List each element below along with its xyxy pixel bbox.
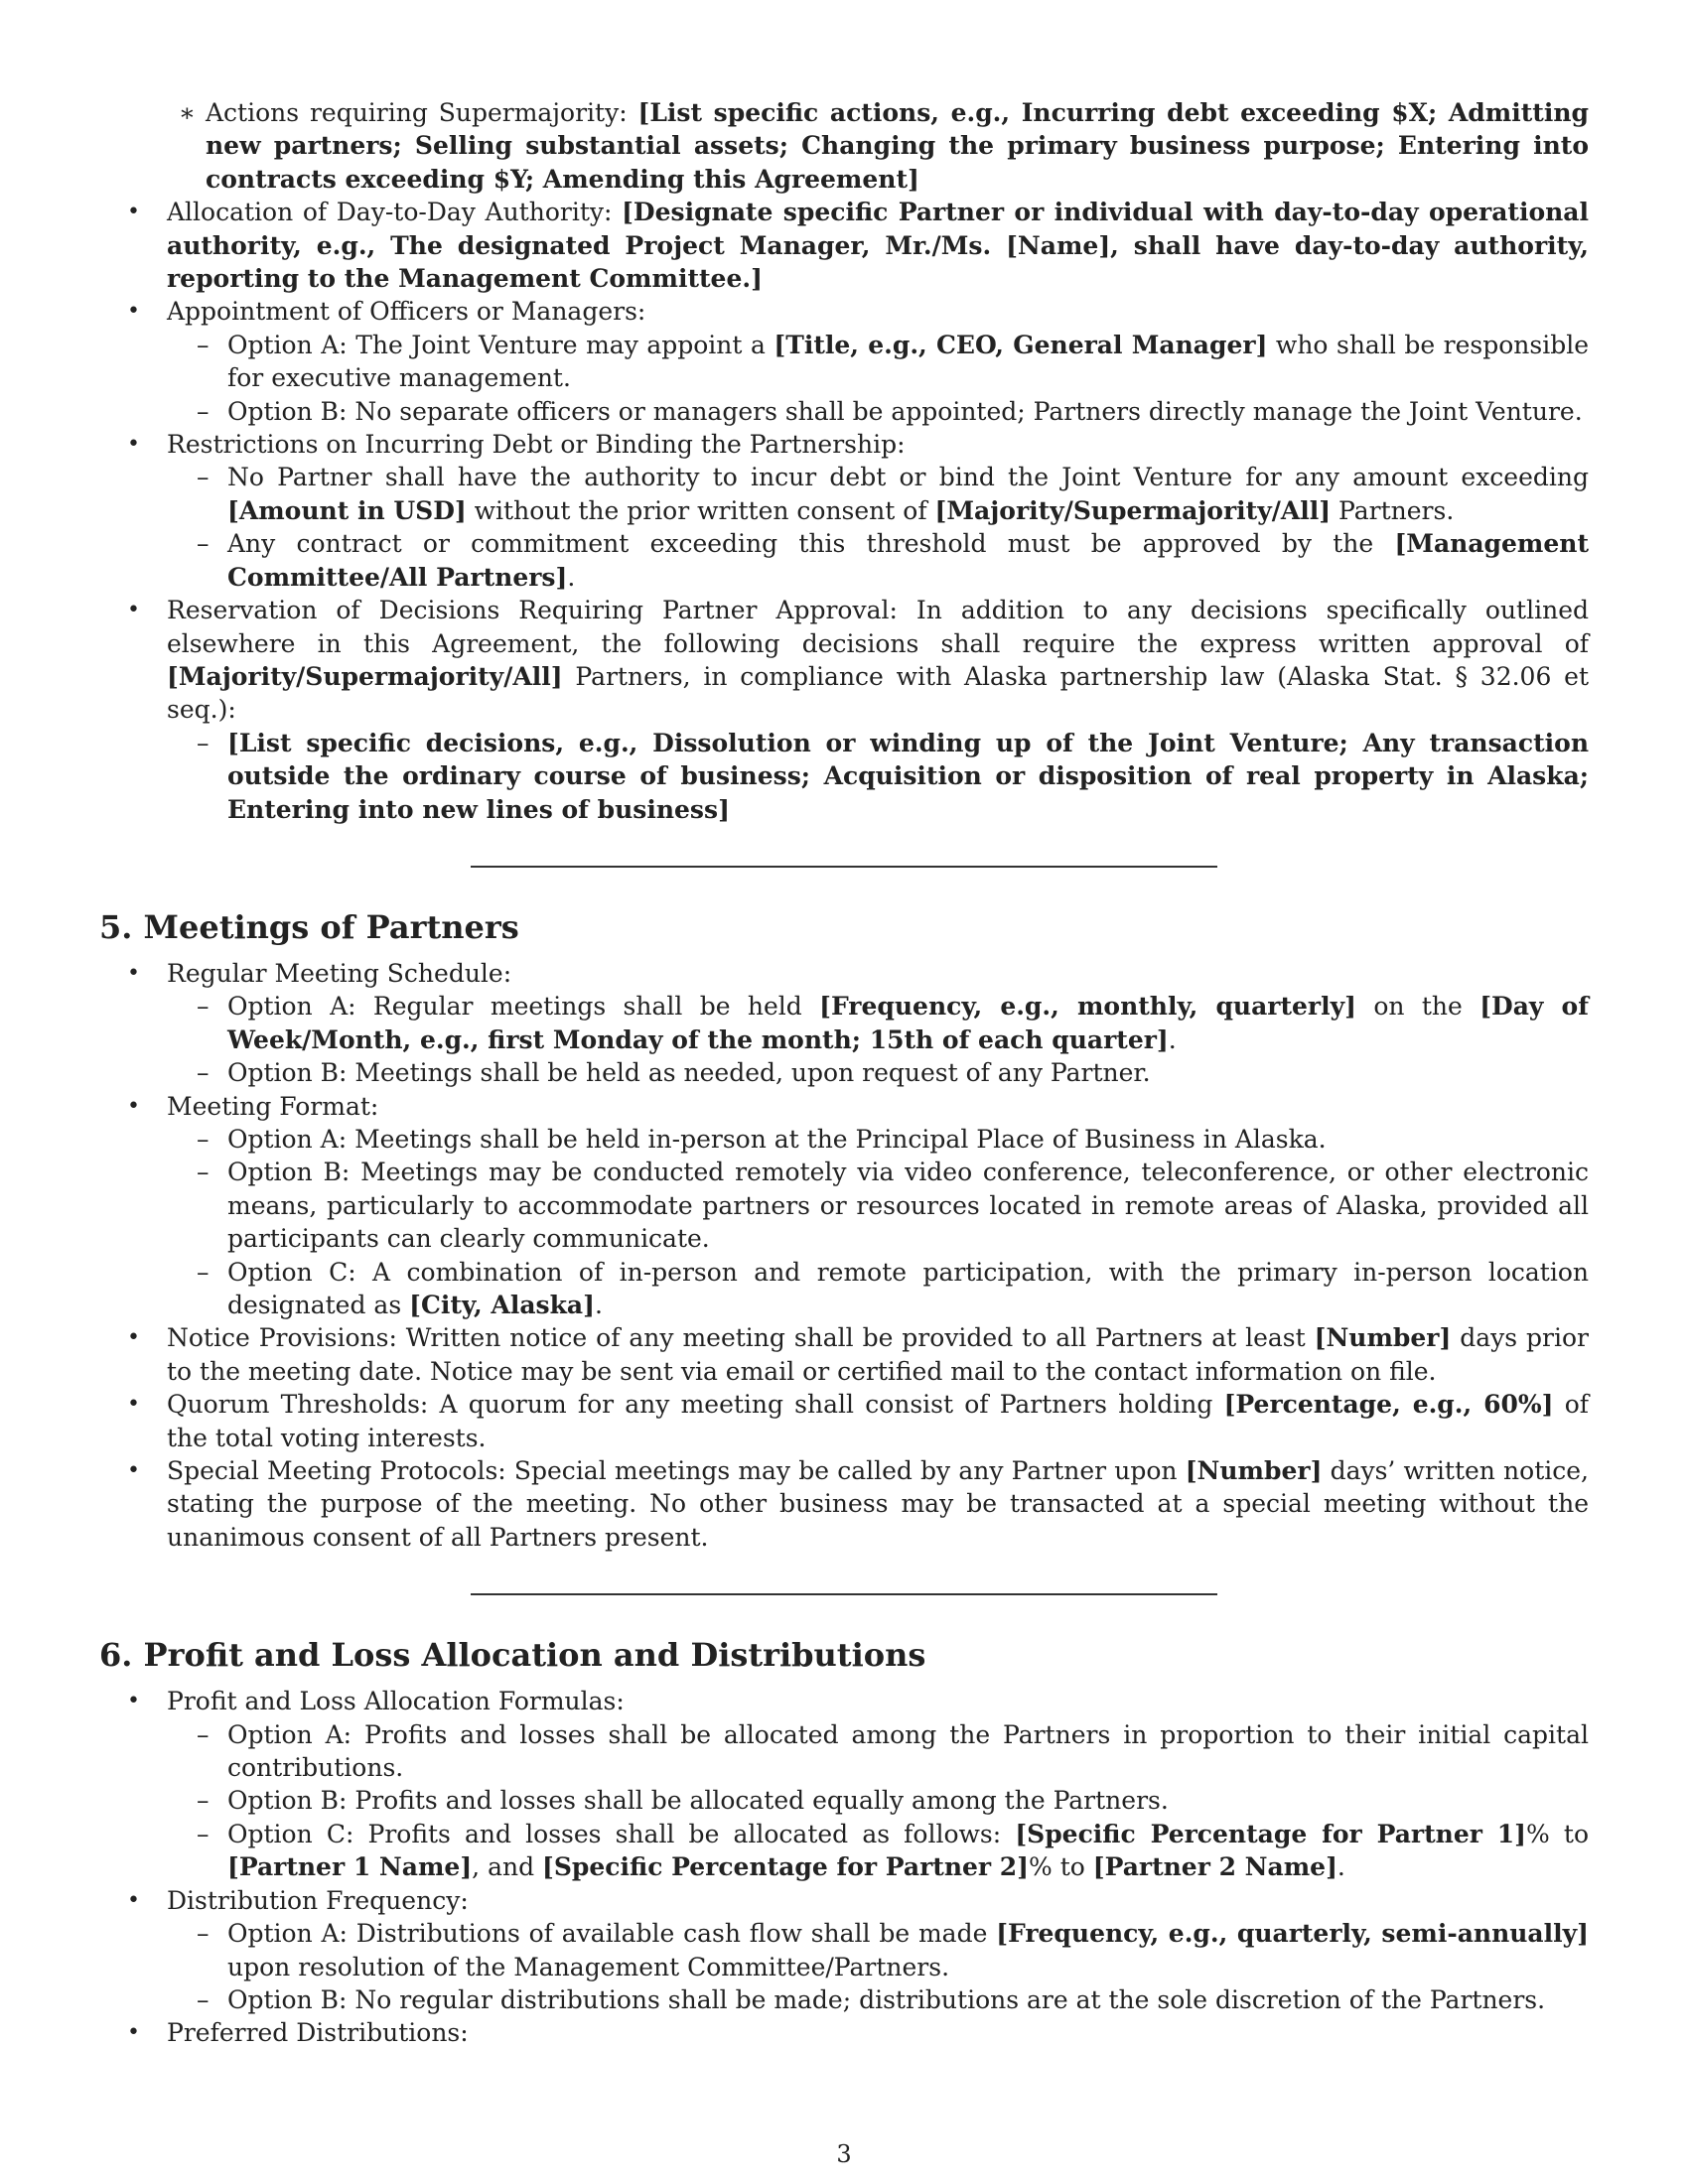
regular-meeting-option-b: – Option B: Meetings shall be held as needed, upon request of any Partner. bbox=[167, 1056, 1589, 1089]
distribution-frequency-options bbox=[167, 1917, 1589, 2016]
regular-meeting-options bbox=[167, 990, 1589, 1089]
day-to-day-authority-item: • Allocation of Day-to-Day Authority: [Designate specific Partner or individual with day-to-day operational authority, e.g., The designated Project Manager, Mr./Ms. [Name], shall have day-to-day authority, reporting to the Management Committee.] bbox=[99, 196, 1589, 295]
meeting-format-option-b: – Option B: Meetings may be conducted remotely via video conference, teleconference, or other electronic means, particularly to accommodate partners or resources located in remote areas of Alaska, provided all participants can clearly communicate. bbox=[167, 1156, 1589, 1255]
allocation-formulas-options bbox=[167, 1718, 1589, 1884]
section-6-heading: 6. Profit and Loss Allocation and Distributions bbox=[99, 1636, 926, 1675]
preferred-distributions-item: • Preferred Distributions: bbox=[99, 2016, 1589, 2049]
supermajority-item: ∗ Actions requiring Supermajority: [List specific actions, e.g., Incurring debt exceeding $X; Admitting new partners; Selling substantial assets; Changing the primary business purpose; Entering into contracts exceeding $Y; Amending this Agreement] bbox=[179, 96, 1589, 196]
reservation-list bbox=[167, 727, 1589, 826]
meeting-format-options bbox=[167, 1123, 1589, 1321]
special-meeting-item: • Special Meeting Protocols: Special meetings may be called by any Partner upon [Number] days’ written notice, stating the purpose of the meeting. No other business may be transacted at a special meeting without the unanimous consent of all Partners present. bbox=[99, 1454, 1589, 1554]
document-page bbox=[99, 96, 1589, 2050]
meeting-format-item: • Meeting Format: – Option A: Meetings shall be held in-person at the Principal Place of Business in Alaska. – Option B: Meetings may be conducted remotely via video conference, teleconference, or other electronic means, particularly to accommodate partners or resources located in remote areas of Alaska, provided all participants can clearly communicate. – Option C: A combination of in-person and remote participation, with the primary in-person location designated as [City, Alaska]. bbox=[99, 1090, 1589, 1322]
distribution-option-a: – Option A: Distributions of available cash flow shall be made [Frequency, e.g., quarterly, semi-annually] upon resolution of the Management Committee/Partners. bbox=[167, 1917, 1589, 1983]
allocation-option-a: – Option A: Profits and losses shall be allocated among the Partners in proportion to their initial capital contributions. bbox=[167, 1718, 1589, 1785]
page-number: 3 bbox=[836, 2140, 852, 2168]
officers-option-b: – Option B: No separate officers or managers shall be appointed; Partners directly manage the Joint Venture. bbox=[167, 395, 1589, 428]
section-5-heading: 5. Meetings of Partners bbox=[99, 907, 519, 946]
regular-meeting-option-a: – Option A: Regular meetings shall be held [Frequency, e.g., monthly, quarterly] on the [Day of Week/Month, e.g., first Monday of the month; 15th of each quarter]. bbox=[167, 990, 1589, 1056]
debt-restriction-2: – Any contract or commitment exceeding this threshold must be approved by the [Management Committee/All Partners]. bbox=[167, 527, 1589, 594]
debt-restrictions-list bbox=[167, 461, 1589, 594]
supermajority-list bbox=[179, 96, 1589, 196]
officers-option-a: – Option A: The Joint Venture may appoint a [Title, e.g., CEO, General Manager] who shall be responsible for executive management. bbox=[167, 329, 1589, 395]
officers-item: • Appointment of Officers or Managers: – Option A: The Joint Venture may appoint a [Title, e.g., CEO, General Manager] who shall be responsible for executive management. – Option B: No separate officers or managers shall be appointed; Partners directly manage the Joint Venture. bbox=[99, 295, 1589, 428]
quorum-item: • Quorum Thresholds: A quorum for any meeting shall consist of Partners holding [Percentage, e.g., 60%] of the total voting interests. bbox=[99, 1388, 1589, 1454]
distribution-option-b: – Option B: No regular distributions shall be made; distributions are at the sole discretion of the Partners. bbox=[167, 1983, 1589, 2016]
allocation-formulas-item: • Profit and Loss Allocation Formulas: – Option A: Profits and losses shall be allocated among the Partners in proportion to their initial capital contributions. – Option B: Profits and losses shall be allocated equally among the Partners. – Option C: Profits and losses shall be allocated as follows: [Specific Percentage for Partner 1]% to [Partner 1 Name], and [Specific Percentage for Partner 2]% to [Partner 2 Name]. bbox=[99, 1685, 1589, 1883]
notice-provisions-item: • Notice Provisions: Written notice of any meeting shall be provided to all Partners at least [Number] days prior to the meeting date. Notice may be sent via email or certified mail to the contact information on file. bbox=[99, 1321, 1589, 1388]
meeting-format-option-a: – Option A: Meetings shall be held in-person at the Principal Place of Business in Alaska. bbox=[167, 1123, 1589, 1156]
meeting-format-option-c: – Option C: A combination of in-person and remote participation, with the primary in-person location designated as [City, Alaska]. bbox=[167, 1256, 1589, 1322]
section-4-list bbox=[99, 196, 1589, 826]
debt-restriction-1: – No Partner shall have the authority to incur debt or bind the Joint Venture for any amount exceeding [Amount in USD] without the prior written consent of [Majority/Supermajority/All] Partners. bbox=[167, 461, 1589, 527]
section-6-list bbox=[99, 1685, 1589, 2049]
allocation-option-c: – Option C: Profits and losses shall be allocated as follows: [Specific Percentage for Partner 1]% to [Partner 1 Name], and [Specific Percentage for Partner 2]% to [Partner 2 Name]. bbox=[167, 1818, 1589, 1884]
section-5-list bbox=[99, 957, 1589, 1554]
allocation-option-b: – Option B: Profits and losses shall be allocated equally among the Partners. bbox=[167, 1784, 1589, 1817]
reservation-decisions: – [List specific decisions, e.g., Dissolution or winding up of the Joint Venture; Any transaction outside the ordinary course of business; Acquisition or disposition of real property in Alaska; Entering into new lines of business] bbox=[167, 727, 1589, 826]
officers-options bbox=[167, 329, 1589, 428]
regular-meeting-item: • Regular Meeting Schedule: – Option A: Regular meetings shall be held [Frequency, e.g., monthly, quarterly] on the [Day of Week/Month, e.g., first Monday of the month; 15th of each quarter]. – Option B: Meetings shall be held as needed, upon request of any Partner. bbox=[99, 957, 1589, 1090]
reservation-item: • Reservation of Decisions Requiring Partner Approval: In addition to any decisions specifically outlined elsewhere in this Agreement, the following decisions shall require the express written approval of [Majority/Supermajority/All] Partners, in compliance with Alaska partnership law (Alaska Stat. § 32.06 et seq.): – [List specific decisions, e.g., Dissolution or winding up of the Joint Venture; Any transaction outside the ordinary course of business; Acquisition or disposition of real property in Alaska; Entering into new lines of business] bbox=[99, 594, 1589, 826]
distribution-frequency-item: • Distribution Frequency: – Option A: Distributions of available cash flow shall be made [Frequency, e.g., quarterly, semi-annually] upon resolution of the Management Committee/Partners. – Option B: No regular distributions shall be made; distributions are at the sole discretion of the Partners. bbox=[99, 1884, 1589, 2017]
debt-restrictions-item: • Restrictions on Incurring Debt or Binding the Partnership: – No Partner shall have the authority to incur debt or bind the Joint Venture for any amount exceeding [Amount in USD] without the prior written consent of [Majority/Supermajority/All] Partners. – Any contract or commitment exceeding this threshold must be approved by the [Management Committee/All Partners]. bbox=[99, 428, 1589, 594]
